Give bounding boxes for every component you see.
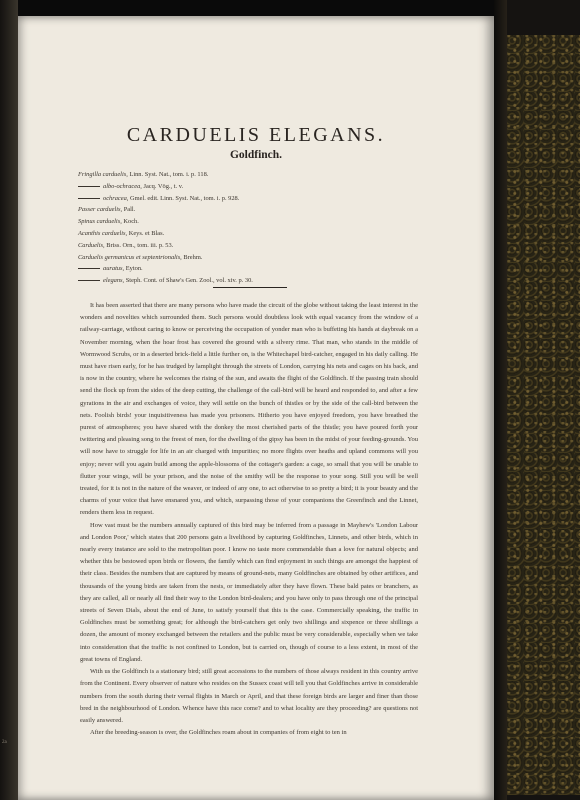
facing-page-edge: [0, 0, 18, 800]
synonym-entry: [78, 275, 478, 287]
paragraph: After the breeding-season is over, the Goldfinches roam about in companies of from eight to ten in: [90, 729, 347, 737]
synonym-reference: Pall.: [123, 206, 136, 214]
synonym-name: albo-ochracea,: [103, 182, 142, 190]
synonym-reference: Keys. et Blas.: [128, 229, 165, 237]
synonym-entry: [78, 263, 478, 275]
synonym-reference: Koch.: [123, 218, 139, 226]
synonym-reference: Brehm.: [183, 253, 203, 261]
book-page: [18, 16, 494, 800]
synonym-entry: [78, 204, 478, 216]
ditto-dash: [78, 186, 100, 187]
section-divider: [213, 287, 287, 288]
marbled-endpaper: [507, 35, 580, 795]
synonymy-list: [78, 169, 478, 287]
paragraph: How vast must be the numbers annually captured of this bird may be inferred from a passage in Mayhew's 'London Labour and London Poor,' which states that 200 persons gain a livelihood by capturing Goldfinches, Linnets, and other birds, which in nearly every instance are sold to the metropolitan poor. I know no taste more commendable than a love for natural objects; and whether this be bestowed upon birds or flowers, the family which can find enjoyment in such things are amongst the happiest of their class. Besides the numbers that are captured by means of ground-nets, many Goldfinches are obtained by other artifices, and thousands of the young birds are taken from the nests, or immediately after they have flown. These bald pates or branchers, as they are called, all or nearly all find their way to the London bird-dealers; and you have only to pass through one of the principal streets of Seven Dials, about the end of June, to satisfy yourself that this is the case. Commercially speaking, the traffic in Goldfinches must be something great; for although the bird-catchers get only two shillings and sixpence or three shillings a dozen, the amount of money exchanged between the retailers and the public must be very considerable, especially when we take into consideration that the traffic is not confined to London, but is carried on, though of course to a less extent, in most of the great towns of England.: [80, 521, 418, 663]
paragraph: With us the Goldfinch is a stationary bird; still great accessions to the numbers of those always resident in this country arrive from the Continent. Every observer of nature who resides on the Sussex coast will tell you that Goldfinches arrive in considerable numbers from the south during their vernal flights in March or April, and that these foreign birds are larger and finer than those bred in the neighbourhood of London. Whence have this race come? and to what locality are they proceeding? are questions not easily answered.: [80, 668, 418, 724]
body-text: [80, 300, 418, 739]
synonym-name: Fringilla carduelis,: [78, 171, 128, 178]
common-name: Goldfinch.: [229, 149, 283, 161]
synonym-entry: [78, 169, 478, 181]
synonym-reference: Linn. Syst. Nat., tom. i. p. 118.: [129, 171, 209, 178]
synonym-entry: [78, 181, 478, 193]
synonym-entry: [78, 252, 478, 264]
synonym-name: Acanthis carduelis,: [78, 229, 128, 237]
synonym-name: Carduelis germanicus et septentrionalis,: [78, 253, 182, 261]
synonym-entry: [78, 193, 478, 205]
synonym-entry: [78, 240, 478, 252]
synonym-reference: Eyton.: [125, 265, 143, 273]
synonym-name: auratus,: [103, 265, 125, 273]
synonym-entry: [78, 228, 478, 240]
species-title: CARDUELIS ELEGANS.: [126, 124, 386, 146]
synonym-name: Carduelis,: [78, 241, 105, 249]
synonym-name: Passer carduelis,: [78, 206, 123, 214]
ditto-dash: [78, 280, 100, 281]
synonym-entry: [78, 216, 478, 228]
ditto-dash: [78, 268, 100, 269]
synonym-name: Spinus carduelis,: [78, 218, 122, 226]
synonym-reference: Steph. Cont. of Shaw's Gen. Zool., vol. xiv. p. 30.: [125, 277, 253, 285]
facing-page-mark: 2a: [2, 740, 7, 745]
synonym-reference: Gmel. edit. Linn. Syst. Nat., tom. i. p. 928.: [130, 194, 240, 202]
synonym-name: ochracea,: [103, 194, 129, 202]
ditto-dash: [78, 198, 100, 199]
synonym-reference: Jacq. Vög., t. v.: [143, 182, 184, 190]
synonym-name: elegans,: [103, 277, 125, 285]
synonym-reference: Briss. Orn., tom. iii. p. 53.: [106, 241, 174, 249]
binding-shadow: [494, 0, 507, 800]
paragraph: It has been asserted that there are many persons who have made the circuit of the globe without taking the least interest in the wonders and novelties which surrounded them. Such persons would doubtless look with equal vacancy from the window of a railway-carriage, without caring to know or perceiving the occupation of yonder man who is buffeting his hands at daybreak on a November morning, when the hoar frost has covered the ground with a silvery rime. That man, who stands in the middle of Wormwood Scrubs, or in a deserted brick-field a little further on, is the Whitechapel bird-catcher, engaged in his daily calling. He must have risen early, for he has trudged by lamplight through the streets of London, carrying his nets and cages on his back, and is now in the country, where he welcomes the rising of the sun, and awaits the flight of the Goldfinch. If the passing train should send the flock up from the sides of the deep cutting, the challenge of the call-bird will be heard and responded to, and after a few gyrations in the air and exchanges of voice, they will settle on the bunch of thistles or by the side of the call-bird between the nets. Foolish birds! your inquisitiveness has made you prisoners. Hitherto you have enjoyed freedom, you have breathed the purest of atmospheres; you have shared with the donkey the most cherished parts of the thistle; you have poured forth your twittering and pleasing song to the freest of men, for the dwelling of the gipsy has been in the midst of your feeding-grounds. You will now have to struggle for life in an air charged with impurities; no more flights over heaths and upland commons will you enjoy; never will you again build among the apple-blossoms of the cottager's garden: a cage, so small that you will be unable to flutter your wings, will be your prison, and the noise of the smithy will be the response to your song. Still you will be well treated, for it is not in the nature of the weaver, or indeed of any one, to act otherwise to so pretty a bird; it is your beauty and the charms of your voice that have ensnared you, and which, surpassing those of your companions the Greenfinch and the Linnet, renders them less in request.: [80, 302, 418, 517]
